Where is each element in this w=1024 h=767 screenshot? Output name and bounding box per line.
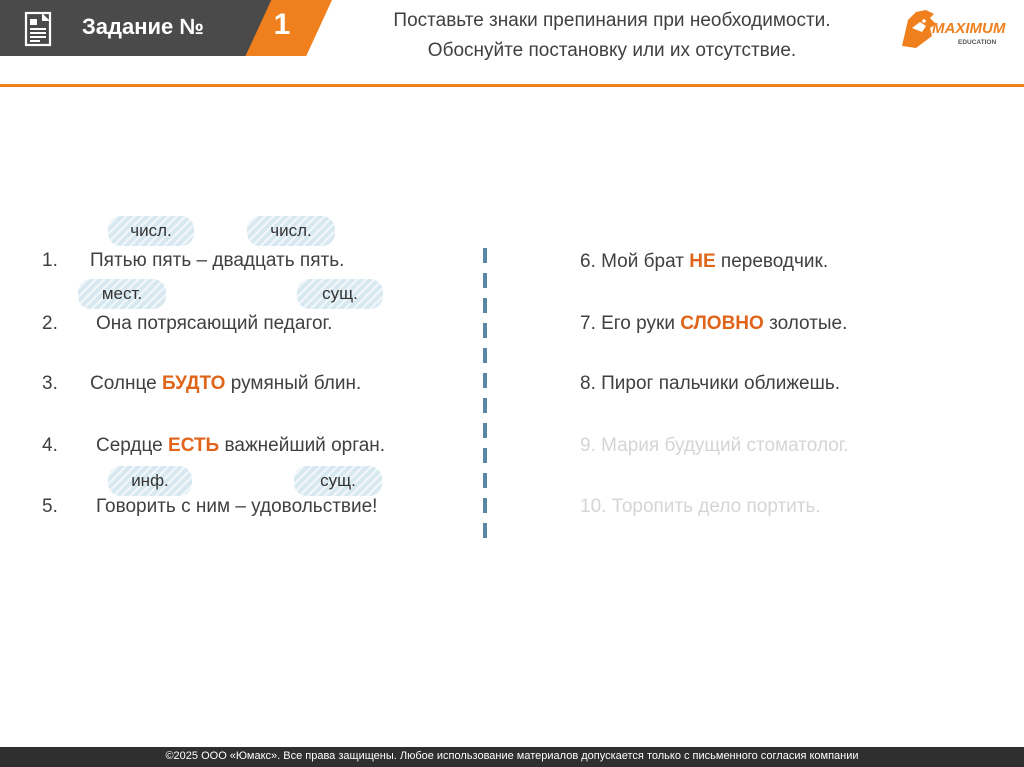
- document-icon: [22, 10, 58, 48]
- footer-bar: [0, 747, 1024, 767]
- sentence-text: Пятью пять – двадцать пять.: [90, 250, 345, 271]
- tag-label: сущ.: [294, 466, 382, 496]
- sentence-number: 1.: [42, 250, 58, 271]
- sentence-text: Солнце БУДТО румяный блин.: [90, 373, 362, 394]
- sentence-8: 8. Пирог пальчики оближешь.: [580, 373, 841, 394]
- header-rule: [0, 84, 1024, 87]
- sentence-6: 6. Мой брат НЕ переводчик.: [580, 251, 829, 272]
- maximum-education-logo: [898, 8, 1018, 52]
- sentence-text: Сердце ЕСТЬ важнейший орган.: [96, 435, 386, 456]
- tag-label: сущ.: [297, 279, 383, 309]
- task-number: 1: [273, 8, 291, 41]
- instruction-line-1: Поставьте знаки препинания при необходимости.: [393, 10, 831, 31]
- copyright-text: ©2025 ООО «Юмакс». Все права защищены. Любое использование материалов допускается только с письменного согласия компании: [165, 750, 859, 762]
- sentence-number: 5.: [42, 496, 58, 517]
- tag-label: инф.: [108, 466, 192, 496]
- keyword-slovno: СЛОВНО: [680, 313, 764, 334]
- instruction-line-2: Обоснуйте постановку или их отсутствие.: [427, 40, 797, 61]
- keyword-budto: БУДТО: [161, 373, 226, 394]
- tag-label: числ.: [247, 216, 335, 246]
- task-label: Задание №: [82, 14, 204, 39]
- sentence-text: Говорить с ним – удовольствие!: [96, 496, 378, 517]
- keyword-ne: НЕ: [689, 251, 716, 272]
- column-divider: [483, 248, 487, 538]
- sentence-number: 4.: [42, 435, 58, 456]
- sentence-9: 9. Мария будущий стоматолог.: [580, 435, 849, 456]
- sentence-number: 2.: [42, 313, 58, 334]
- sentence-text: Она потрясающий педагог.: [96, 313, 333, 334]
- keyword-est: ЕСТЬ: [168, 435, 220, 456]
- sentence-7: 7. Его руки СЛОВНО золотые.: [580, 313, 848, 334]
- logo-text-main: MAXIMUM: [932, 20, 1006, 37]
- lion-logo-icon: [902, 10, 936, 48]
- tag-label: числ.: [108, 216, 194, 246]
- sentence-number: 3.: [42, 373, 58, 394]
- tag-label: мест.: [78, 279, 166, 309]
- sentence-10: 10. Торопить дело портить.: [580, 496, 821, 517]
- logo-text-sub: EDUCATION: [958, 39, 997, 46]
